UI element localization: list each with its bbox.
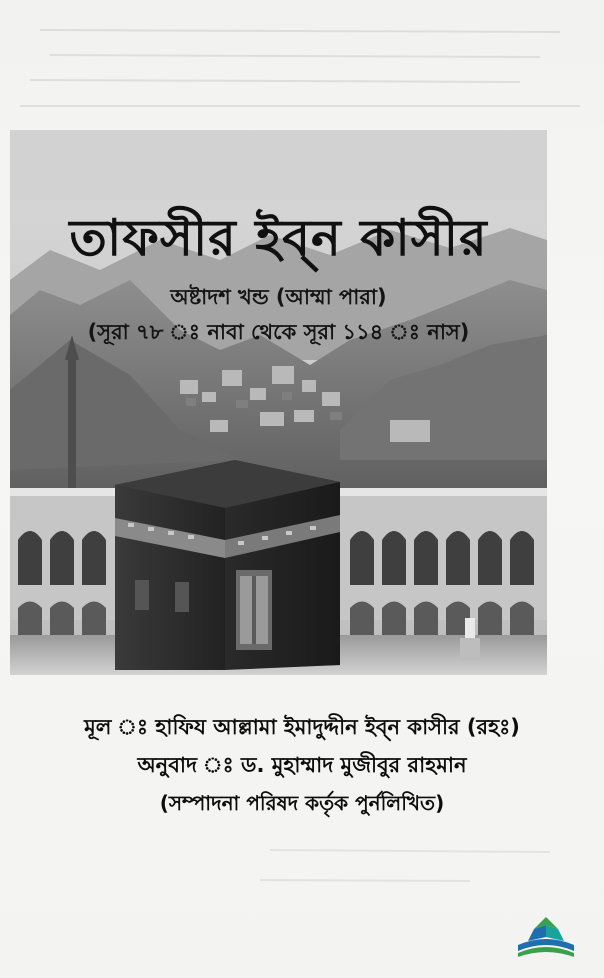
surah-range: (সূরা ৭৮ ঃ নাবা থেকে সূরা ১১৪ ঃ নাস) <box>87 320 470 344</box>
book-title: তাফসীর ইব্ন কাসীর <box>69 209 488 267</box>
show-through-text-bottom <box>250 690 580 930</box>
publisher-logo-icon <box>514 915 578 959</box>
translator-credit: অনুবাদ ঃ ড. মুহাম্মাদ মুজীবুর রাহমান <box>137 753 467 777</box>
show-through-text-top <box>20 10 580 110</box>
volume-subtitle: অষ্টাদশ খন্ড (আম্মা পারা) <box>170 285 387 309</box>
editor-note: (সম্পাদনা পরিষদ কর্তৃক পুর্নলিখিত) <box>159 791 445 815</box>
author-credit: মূল ঃ হাফিয আল্লামা ইমাদুদ্দীন ইব্ন কাসীর (রহঃ) <box>84 715 520 739</box>
